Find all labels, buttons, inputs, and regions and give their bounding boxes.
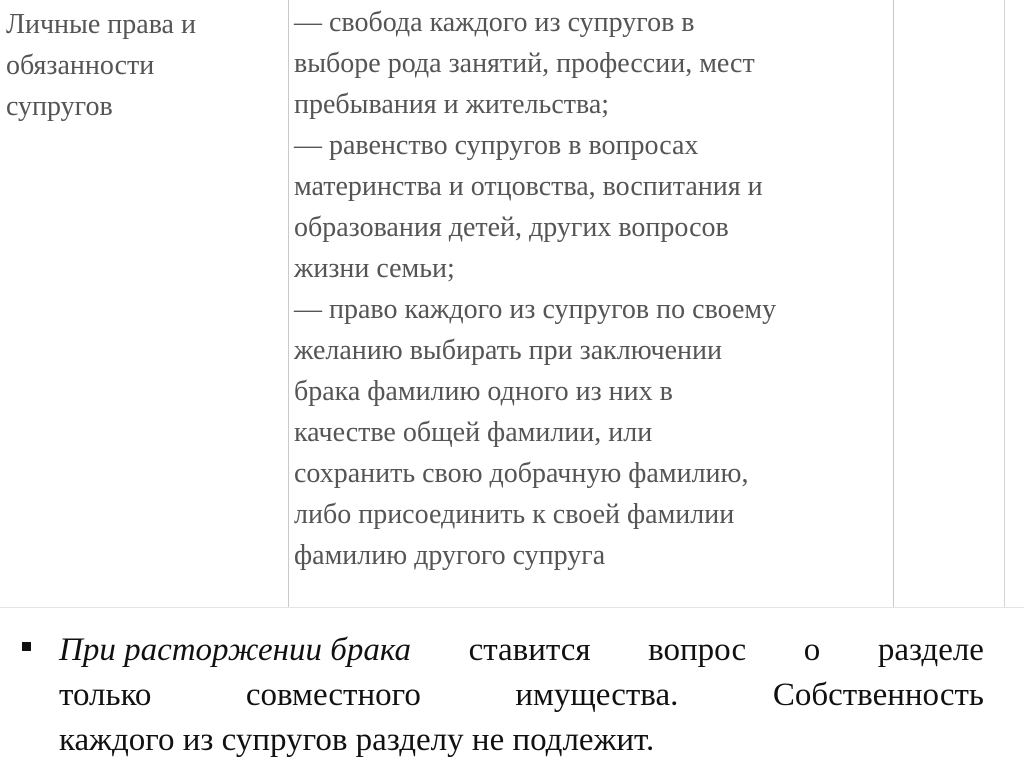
- cell-line: либо присоединить к своей фамилии: [294, 499, 735, 530]
- emphasis-text: При расторжении брака: [59, 632, 411, 668]
- bullet-line: [59, 673, 984, 718]
- cell-line: качестве общей фамилии, или: [294, 417, 653, 448]
- word: разделе: [877, 632, 984, 668]
- cell-line: желанию выбирать при заключении: [294, 335, 723, 366]
- square-bullet-icon: [22, 642, 31, 651]
- cell-line: — свобода каждого из супругов в: [294, 7, 695, 38]
- word: о: [803, 632, 821, 668]
- cell-line: образования детей, других вопросов: [294, 212, 729, 243]
- table-cell-description: [294, 2, 892, 576]
- word: Собственность: [772, 677, 984, 713]
- cell-line: жизни семьи;: [294, 253, 455, 284]
- cell-line: Личные права и: [6, 9, 196, 40]
- cell-line: супругов: [6, 91, 113, 122]
- cell-line: брака фамилию одного из них в: [294, 376, 673, 407]
- word: вопрос: [648, 632, 747, 668]
- cell-line: пребывания и жительства;: [294, 89, 610, 120]
- cell-line: — право каждого из супругов по своему: [294, 294, 777, 325]
- cell-line: фамилию другого супруга: [294, 540, 606, 571]
- cell-line: сохранить свою добрачную фамилию,: [294, 458, 749, 489]
- page-edge-line: [1004, 0, 1005, 608]
- bullet-text: [59, 628, 984, 763]
- word: ставится: [468, 632, 591, 668]
- cell-line: — равенство супругов в вопросах: [294, 130, 699, 161]
- bullet-line: [59, 628, 984, 673]
- word: совместного: [245, 677, 421, 713]
- word: имущества.: [515, 677, 679, 713]
- cell-line: материнства и отцовства, воспитания и: [294, 171, 763, 202]
- cell-line: обязанности: [6, 50, 155, 81]
- word: только: [59, 677, 152, 713]
- table-cell-category: [6, 4, 281, 127]
- cell-line: выборе рода занятий, профессии, мест: [294, 48, 755, 79]
- bullet-line: [59, 718, 984, 763]
- table-column-divider: [288, 0, 289, 608]
- table-bottom-line: [0, 607, 1024, 608]
- bullet-line-text: каждого из супругов разделу не подлежит.: [59, 722, 655, 758]
